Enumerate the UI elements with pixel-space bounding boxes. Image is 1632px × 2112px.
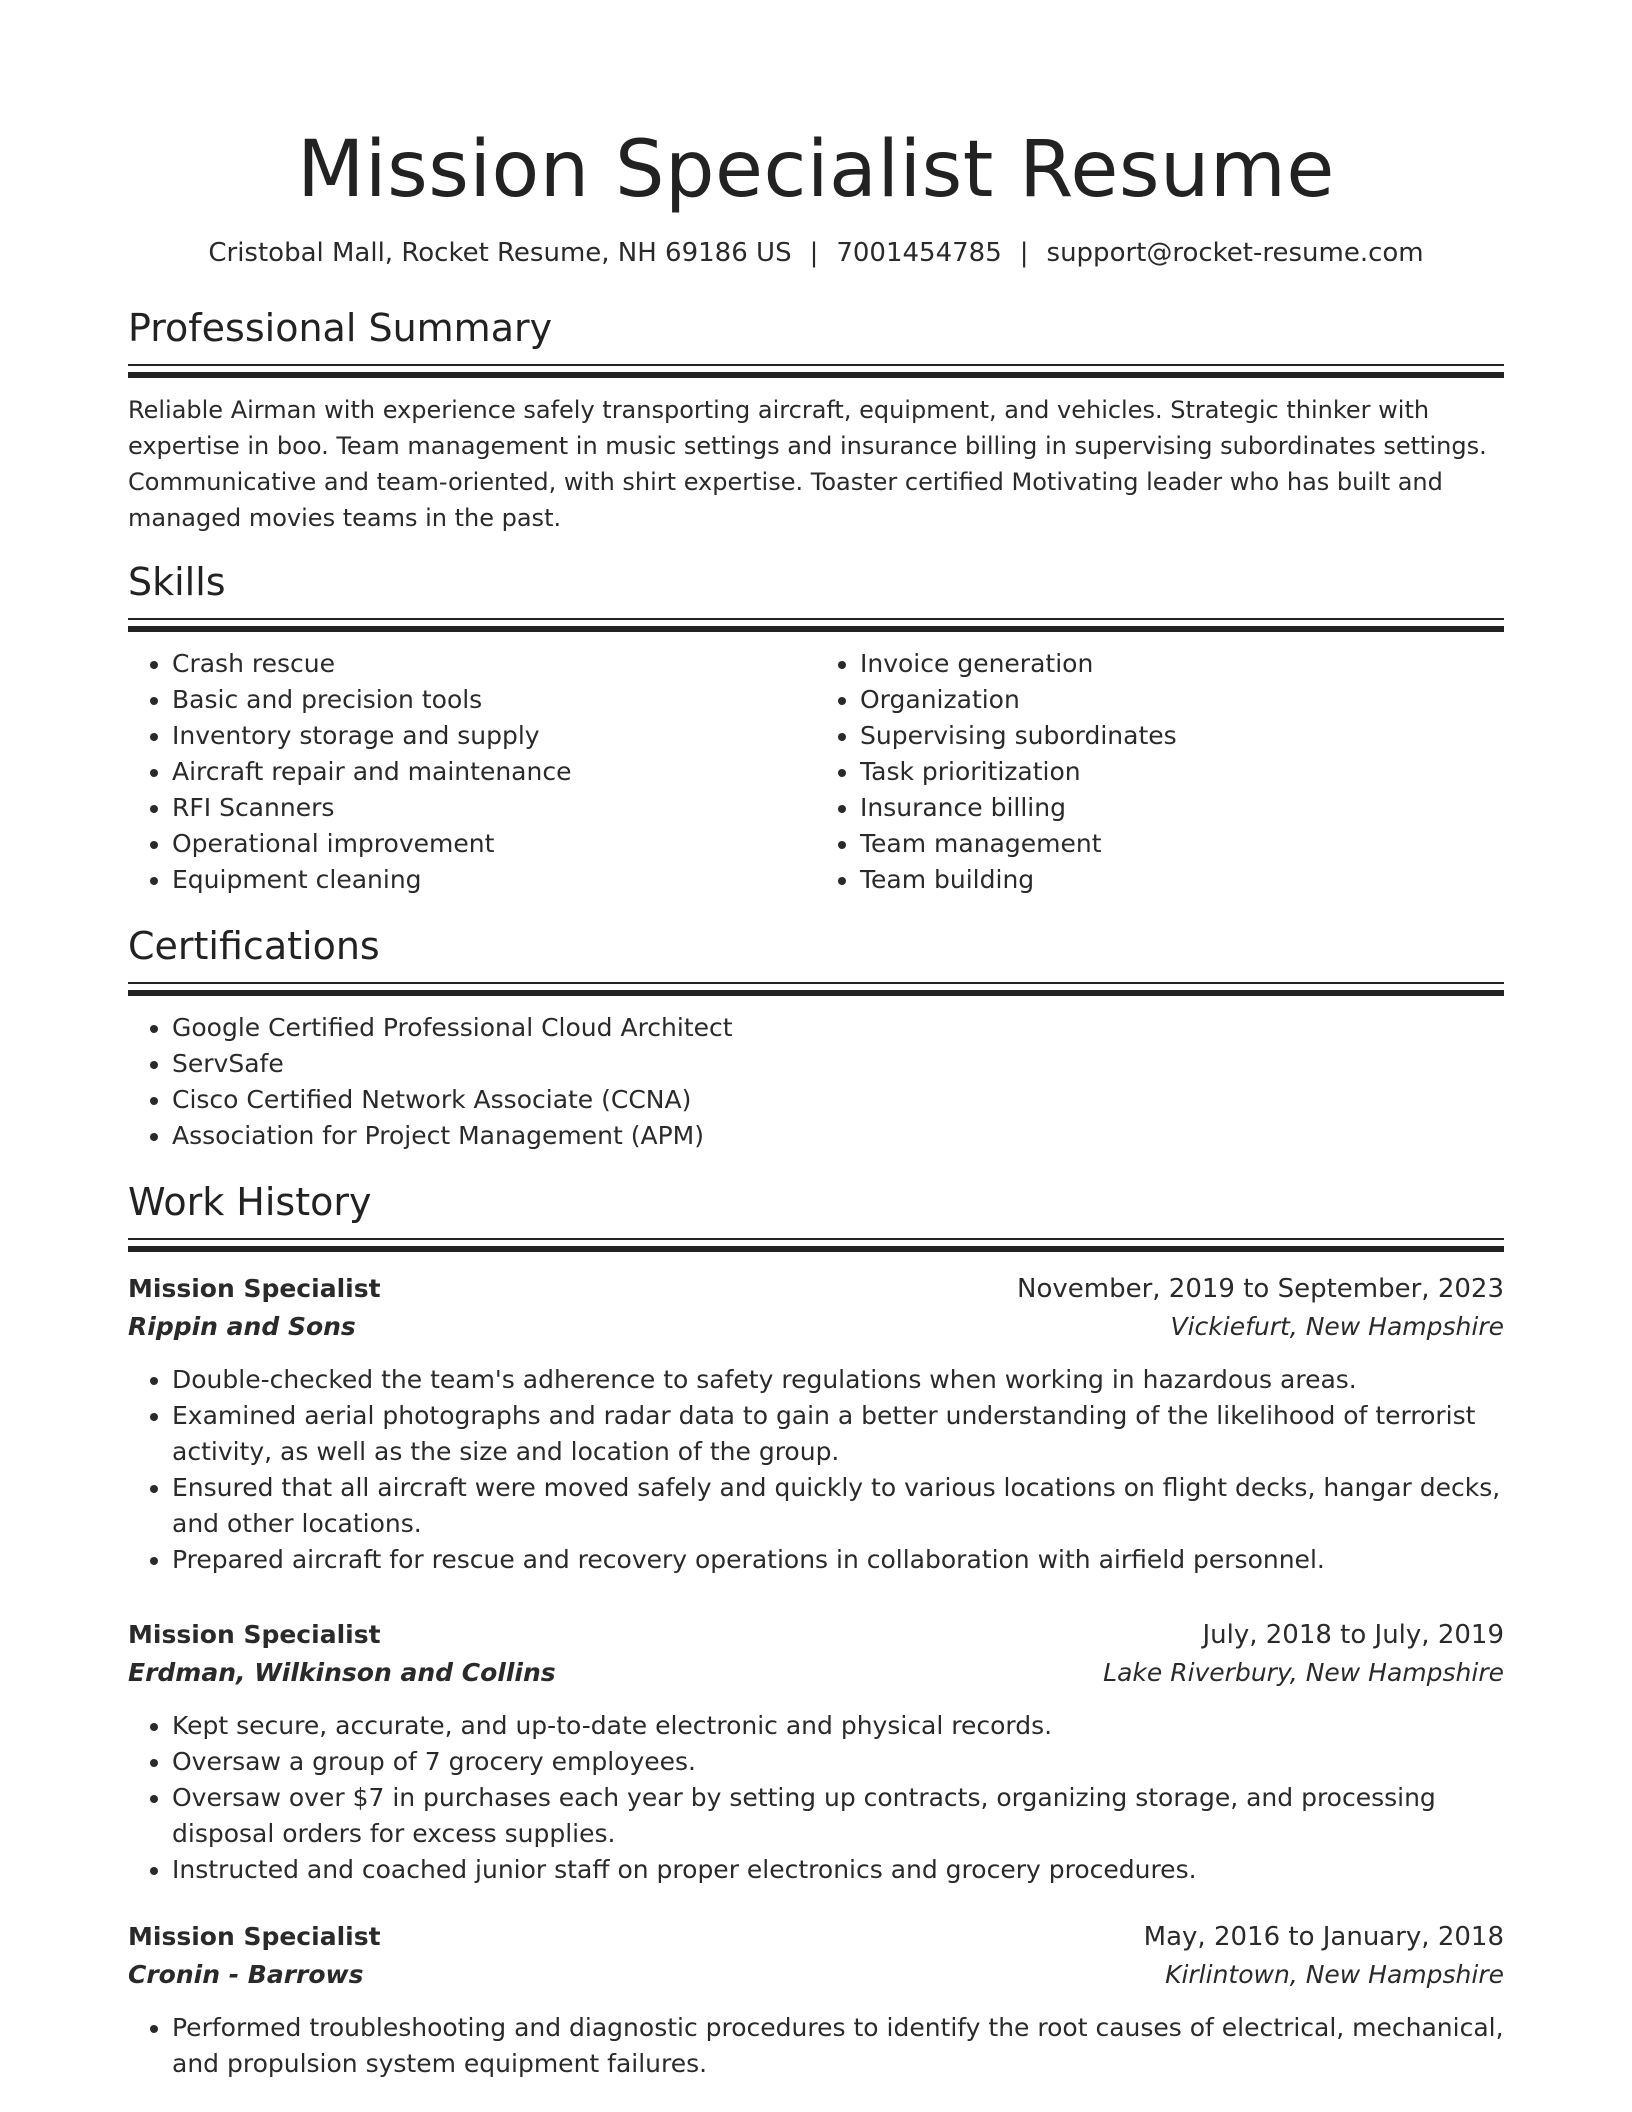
job-bullets <box>128 2010 1504 2082</box>
summary-text: Reliable Airman with experience safely transporting aircraft, equipment, and vehicles. Strategic thinker with expertise in boo. Team management in music settings and insurance billing in supervising subordinates settings. Communicative and team-oriented, with shirt expertise. Toaster certified Motivating leader who has built and managed movies teams in the past. <box>128 396 1487 532</box>
job-dates: November, 2019 to September, 2023 <box>1017 1274 1504 1304</box>
certification-item: • Association for Project Management (APM) <box>172 1118 1504 1154</box>
summary-section <box>128 304 1504 536</box>
job-entry <box>128 1270 1504 1578</box>
skills-columns <box>128 646 1504 898</box>
job-title-row <box>128 1270 1504 1308</box>
job-title-row <box>128 1616 1504 1654</box>
skill-item: • Operational improvement <box>172 826 816 862</box>
job-bullet: • Oversaw a group of 7 grocery employees. <box>172 1744 1504 1780</box>
certification-item: • Cisco Certified Network Associate (CCNA) <box>172 1082 1504 1118</box>
section-divider <box>128 364 1504 378</box>
job-company-row <box>128 1654 1504 1692</box>
resume-title: Mission Specialist Resume <box>297 125 1335 215</box>
skills-left-list <box>128 646 816 898</box>
job-company-row <box>128 1308 1504 1346</box>
certifications-heading: Certifications <box>128 924 380 968</box>
work-history-section <box>128 1178 1504 2082</box>
job-bullet: • Kept secure, accurate, and up-to-date electronic and physical records. <box>172 1708 1504 1744</box>
skill-item: • Aircraft repair and maintenance <box>172 754 816 790</box>
job-company: Rippin and Sons <box>128 1312 356 1341</box>
job-title: Mission Specialist <box>128 1274 381 1303</box>
contact-separator: | <box>809 238 819 268</box>
skill-item: • Task prioritization <box>860 754 1504 790</box>
job-bullet: • Examined aerial photographs and radar data to gain a better understanding of the likelihood of terrorist activity, as well as the size and location of the group. <box>172 1398 1504 1470</box>
job-location: Kirlintown, New Hampshire <box>1165 1960 1504 1989</box>
contact-phone: 7001454785 <box>836 238 1002 268</box>
job-title: Mission Specialist <box>128 1922 381 1951</box>
job-bullet: • Oversaw over $7 in purchases each year by setting up contracts, organizing storage, and processing disposal orders for excess supplies. <box>172 1780 1504 1852</box>
job-bullets <box>128 1362 1504 1578</box>
skill-item: • Team building <box>860 862 1504 898</box>
certifications-section <box>128 922 1504 1154</box>
job-company: Cronin - Barrows <box>128 1960 364 1989</box>
skills-right-column <box>816 646 1504 898</box>
section-divider <box>128 982 1504 996</box>
job-location: Lake Riverbury, New Hampshire <box>1103 1658 1504 1687</box>
contact-line <box>128 236 1504 270</box>
skill-item: • Crash rescue <box>172 646 816 682</box>
job-bullet: • Instructed and coached junior staff on proper electronics and grocery procedures. <box>172 1852 1504 1888</box>
work-history-heading: Work History <box>128 1180 372 1224</box>
job-entry <box>128 1616 1504 1888</box>
job-dates: July, 2018 to July, 2019 <box>1202 1620 1504 1650</box>
job-entry <box>128 1918 1504 2082</box>
job-bullet: • Performed troubleshooting and diagnostic procedures to identify the root causes of electrical, mechanical, and propulsion system equipment failures. <box>172 2010 1504 2082</box>
contact-email: support@rocket-resume.com <box>1046 238 1424 268</box>
job-bullet: • Double-checked the team's adherence to safety regulations when working in hazardous areas. <box>172 1362 1504 1398</box>
job-title: Mission Specialist <box>128 1620 381 1649</box>
skills-right-list <box>816 646 1504 898</box>
certification-item: • ServSafe <box>172 1046 1504 1082</box>
contact-address: Cristobal Mall, Rocket Resume, NH 69186 US <box>208 238 792 268</box>
job-bullet: • Ensured that all aircraft were moved safely and quickly to various locations on flight decks, hangar decks, and other locations. <box>172 1470 1504 1542</box>
skill-item: • Organization <box>860 682 1504 718</box>
job-company-row <box>128 1956 1504 1994</box>
certification-item: • Google Certified Professional Cloud Architect <box>172 1010 1504 1046</box>
job-bullet: • Prepared aircraft for rescue and recovery operations in collaboration with airfield personnel. <box>172 1542 1504 1578</box>
skill-item: • Insurance billing <box>860 790 1504 826</box>
certifications-list <box>128 1010 1504 1154</box>
job-title-row <box>128 1918 1504 1956</box>
skill-item: • Supervising subordinates <box>860 718 1504 754</box>
skill-item: • Team management <box>860 826 1504 862</box>
job-location: Vickiefurt, New Hampshire <box>1170 1312 1504 1341</box>
summary-heading: Professional Summary <box>128 306 553 350</box>
job-company: Erdman, Wilkinson and Collins <box>128 1658 556 1687</box>
section-divider <box>128 1238 1504 1252</box>
section-divider <box>128 618 1504 632</box>
skill-item: • Basic and precision tools <box>172 682 816 718</box>
skills-left-column <box>128 646 816 898</box>
skill-item: • Inventory storage and supply <box>172 718 816 754</box>
skill-item: • Equipment cleaning <box>172 862 816 898</box>
contact-separator: | <box>1019 238 1029 268</box>
skill-item: • RFI Scanners <box>172 790 816 826</box>
skill-item: • Invoice generation <box>860 646 1504 682</box>
job-bullets <box>128 1708 1504 1888</box>
skills-section <box>128 558 1504 898</box>
job-dates: May, 2016 to January, 2018 <box>1143 1922 1504 1952</box>
skills-heading: Skills <box>128 560 226 604</box>
